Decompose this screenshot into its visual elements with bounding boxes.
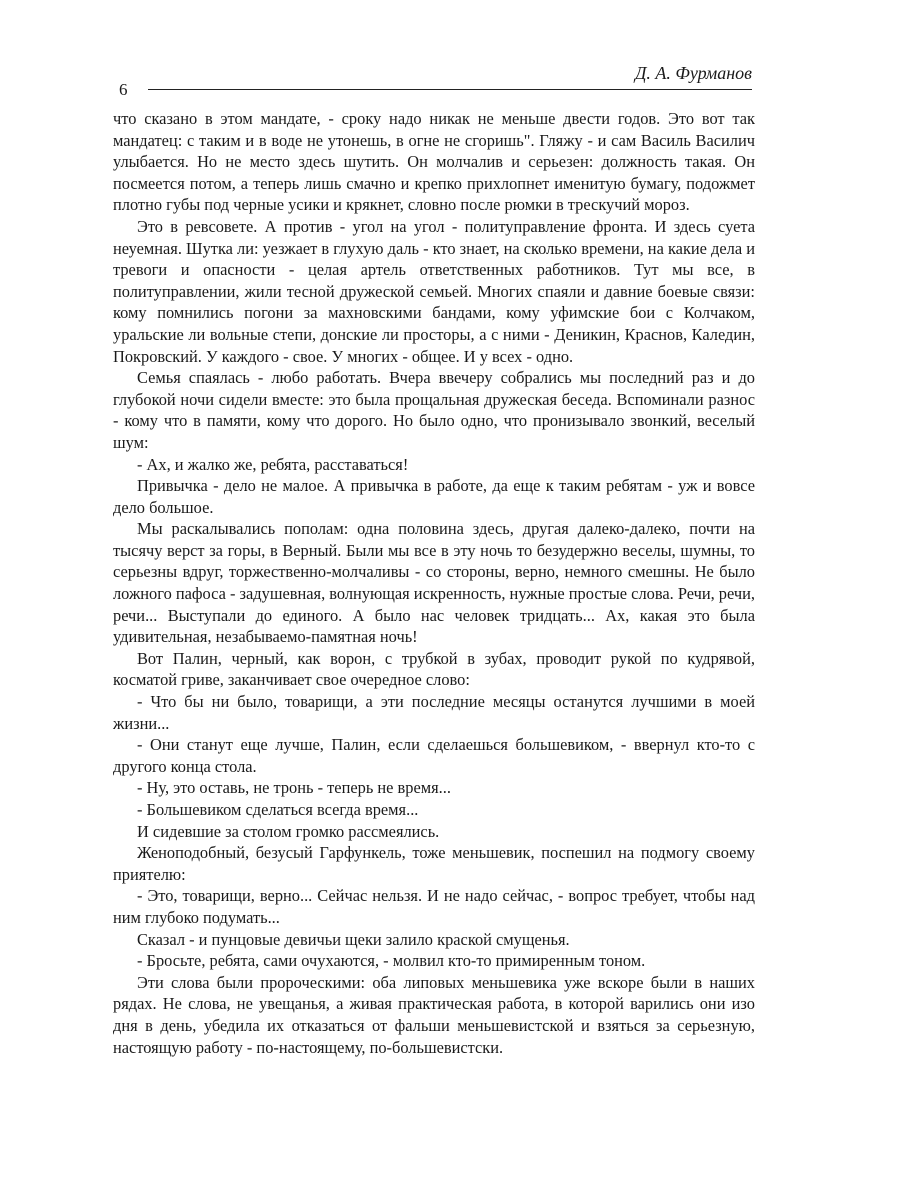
paragraph-17: Эти слова были пророческими: оба липовых меньшевика уже вскоре были в наших рядах. Не слова, не увещанья, а живая практическая работа, в которой варились они изо дня в день, убедила их отказаться от фальши меньшевистской и взяться за серьезную, настоящую работу - по-настоящему, по-большевистски. bbox=[113, 972, 755, 1057]
paragraph-4: - Ах, и жалко же, ребята, расставаться! bbox=[137, 454, 409, 474]
body-text bbox=[113, 108, 755, 1058]
running-header-title: Д. А. Фурманов bbox=[634, 63, 752, 83]
paragraph-13: Женоподобный, безусый Гарфункель, тоже меньшевик, поспешил на подмогу своему приятелю: bbox=[113, 843, 755, 884]
page-number: 6 bbox=[119, 80, 128, 99]
paragraph-3: Семья спаялась - любо работать. Вчера ввечеру собрались мы последний раз и до глубокой ночи сидели вместе: это была прощальная дружеская беседа. Вспоминали разнос - кому что в памяти, кому что дорого. Но было одно, что пронизывало звонкий, веселый шум: bbox=[113, 368, 755, 452]
paragraph-16: - Бросьте, ребята, сами очухаются, - молвил кто-то примиренным тоном. bbox=[137, 951, 646, 971]
paragraph-1: что сказано в этом мандате, - сроку надо никак не меньше двести годов. Это вот так мандатец: с таким и в воде не утонешь, в огне не сгоришь". Гляжу - и сам Василь Василич улыбается. Но не место здесь шутить. Он молчалив и серьезен: должность такая. Он посмеется потом, а теперь лишь смачно и крепко прихлопнет именитую бумагу, подожмет плотно губы под черные усики и крякнет, словно после рюмки в трескучий мороз. bbox=[113, 109, 755, 215]
paragraph-15: Сказал - и пунцовые девичьи щеки залило краской смущенья. bbox=[137, 929, 570, 949]
paragraph-10: - Ну, это оставь, не тронь - теперь не время... bbox=[137, 778, 451, 798]
paragraph-12: И сидевшие за столом громко рассмеялись. bbox=[137, 821, 440, 841]
paragraph-8: - Что бы ни было, товарищи, а эти последние месяцы останутся лучшими в моей жизни... bbox=[113, 692, 755, 733]
paragraph-9: - Они станут еще лучше, Палин, если сделаешься большевиком, - ввернул кто-то с другого конца стола. bbox=[113, 735, 755, 776]
paragraph-14: - Это, товарищи, верно... Сейчас нельзя. И не надо сейчас, - вопрос требует, чтобы над ним глубоко подумать... bbox=[113, 886, 755, 927]
paragraph-6: Мы раскалывались пополам: одна половина здесь, другая далеко-далеко, почти на тысячу верст за горы, в Верный. Были мы все в эту ночь то безудержно веселы, шумны, то серьезны вдруг, торжественно-молчаливы - со стороны, верно, немного смешны. Не было ложного пафоса - задушевная, волнующая искренность, нужные простые слова. Речи, речи, речи... Выступали до единого. А было нас человек тридцать... Ах, какая это была удивительная, незабываемо-памятная ночь! bbox=[113, 519, 755, 647]
paragraph-11: - Большевиком сделаться всегда время... bbox=[137, 800, 419, 819]
paragraph-7: Вот Палин, черный, как ворон, с трубкой в зубах, проводит рукой по кудрявой, косматой гриве, заканчивает свое очередное слово: bbox=[113, 648, 755, 690]
header-rule bbox=[148, 89, 752, 90]
paragraph-5: Привычка - дело не малое. А привычка в работе, да еще к таким ребятам - уж и вовсе дело большое. bbox=[113, 476, 755, 517]
paragraph-2: Это в ревсовете. А против - угол на угол - политуправление фронта. И здесь суета неуемная. Шутка ли: уезжает в глухую даль - кто знает, на сколько времени, на какие дела и тревоги и опасности - целая артель ответственных работников. Тут мы все, в политуправлении, жили тесной дружеской семьей. Многих спаяли и давние боевые связи: кому помнились погони за махновскими бандами, кому уфимские бои с Колчаком, уральские ли вольные степи, донские ли просторы, а с ними - Деникин, Краснов, Каледин, Покровский. У каждого - свое. У многих - общее. И у всех - одно. bbox=[113, 216, 755, 366]
